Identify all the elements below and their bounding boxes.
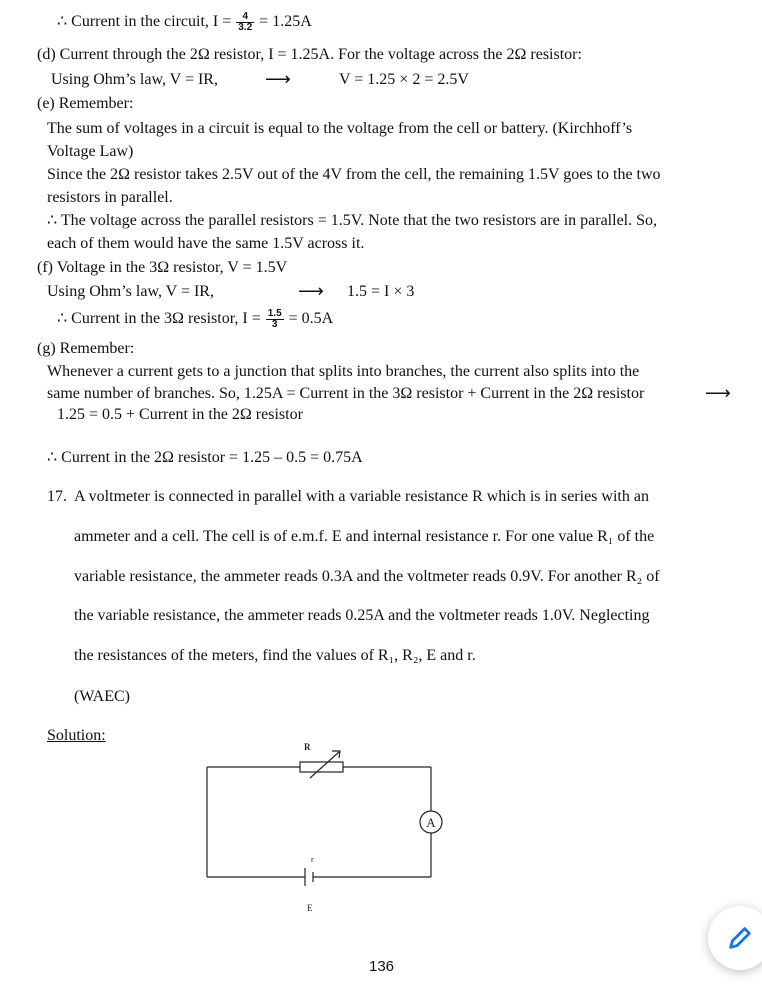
arrow-icon: ⟶ bbox=[298, 281, 324, 302]
ammeter bbox=[420, 811, 442, 833]
question-source: (WAEC) bbox=[74, 688, 130, 705]
question-line: A voltmeter is connected in parallel with a variable resistance R which is in series with an bbox=[74, 488, 649, 505]
fraction-denominator: 3 bbox=[271, 318, 278, 330]
pencil-icon bbox=[726, 924, 754, 952]
text-line: (g) Remember: bbox=[37, 340, 135, 357]
text-segment: same number of branches. So, 1.25A = Current in the 3Ω resistor + Current in the 2Ω resistor bbox=[47, 385, 645, 402]
text-line: Whenever a current gets to a junction that splits into branches, the current also splits into the bbox=[47, 363, 640, 380]
edit-button[interactable] bbox=[708, 906, 762, 970]
text-segment: V = 1.25 × 2 = 2.5V bbox=[339, 71, 469, 88]
text-line: ∴ The voltage across the parallel resistors = 1.5V. Note that the two resistors are in parallel. So, bbox=[47, 212, 658, 229]
text-line: Voltage Law) bbox=[47, 143, 134, 160]
text-line: (e) Remember: bbox=[37, 95, 134, 112]
text-line: Since the 2Ω resistor takes 2.5V out of the 4V from the cell, the remaining 1.5V goes to the two bbox=[47, 166, 661, 183]
text-line: 1.25 = 0.5 + Current in the 2Ω resistor bbox=[57, 406, 303, 423]
text-line: each of them would have the same 1.5V across it. bbox=[47, 235, 365, 252]
text-line: resistors in parallel. bbox=[47, 189, 173, 206]
text-line: The sum of voltages in a circuit is equal to the voltage from the cell or battery. (Kirchhoff’s bbox=[47, 120, 633, 137]
page-number: 136 bbox=[369, 958, 395, 975]
text-segment: ∴ Current in the circuit, I = bbox=[57, 13, 232, 30]
text-line: (d) Current through the 2Ω resistor, I = 1.25A. For the voltage across the 2Ω resistor: bbox=[37, 46, 582, 63]
text-line bbox=[47, 281, 415, 302]
fraction-numerator: 4 bbox=[236, 12, 254, 23]
text-segment: Using Ohm’s law, V = IR, bbox=[51, 71, 218, 88]
fraction bbox=[266, 309, 284, 330]
question-number: 17. bbox=[47, 488, 67, 505]
arrow-icon: ⟶ bbox=[265, 69, 291, 90]
text-segment: = 1.25A bbox=[259, 13, 312, 30]
ammeter-label: A bbox=[426, 815, 436, 830]
question-line: variable resistance, the ammeter reads 0.3A and the voltmeter reads 0.9V. For another R₂ of bbox=[74, 568, 660, 585]
text-line bbox=[47, 383, 731, 404]
question-line: the resistances of the meters, find the values of R₁, R₂, E and r. bbox=[74, 647, 476, 664]
variable-resistor-arrow bbox=[310, 752, 339, 778]
question-line: ammeter and a cell. The cell is of e.m.f. E and internal resistance r. For one value R₁ of the bbox=[74, 528, 655, 545]
text-line bbox=[51, 69, 469, 90]
arrow-head bbox=[332, 751, 340, 758]
question-line: the variable resistance, the ammeter reads 0.25A and the voltmeter reads 1.0V. Neglecting bbox=[74, 607, 650, 624]
text-segment: 1.5 = I × 3 bbox=[347, 283, 415, 300]
fraction-denominator: 3.2 bbox=[238, 21, 253, 33]
label-E: E bbox=[307, 903, 313, 913]
label-R: R bbox=[304, 742, 311, 752]
arrow-icon: ⟶ bbox=[705, 383, 731, 404]
text-line: ∴ Current in the 2Ω resistor = 1.25 – 0.5 = 0.75A bbox=[47, 449, 363, 466]
variable-resistor bbox=[300, 762, 343, 772]
solution-label: Solution: bbox=[47, 727, 106, 744]
text-line: (f) Voltage in the 3Ω resistor, V = 1.5V bbox=[37, 259, 288, 276]
text-segment: ∴ Current in the 3Ω resistor, I = bbox=[57, 310, 261, 327]
text-segment: Using Ohm’s law, V = IR, bbox=[47, 283, 214, 300]
text-line bbox=[57, 306, 333, 332]
fraction bbox=[236, 12, 254, 33]
label-r: r bbox=[311, 855, 314, 864]
text-line bbox=[57, 9, 312, 35]
text-segment: = 0.5A bbox=[288, 310, 334, 327]
fraction-numerator: 1.5 bbox=[267, 307, 282, 319]
